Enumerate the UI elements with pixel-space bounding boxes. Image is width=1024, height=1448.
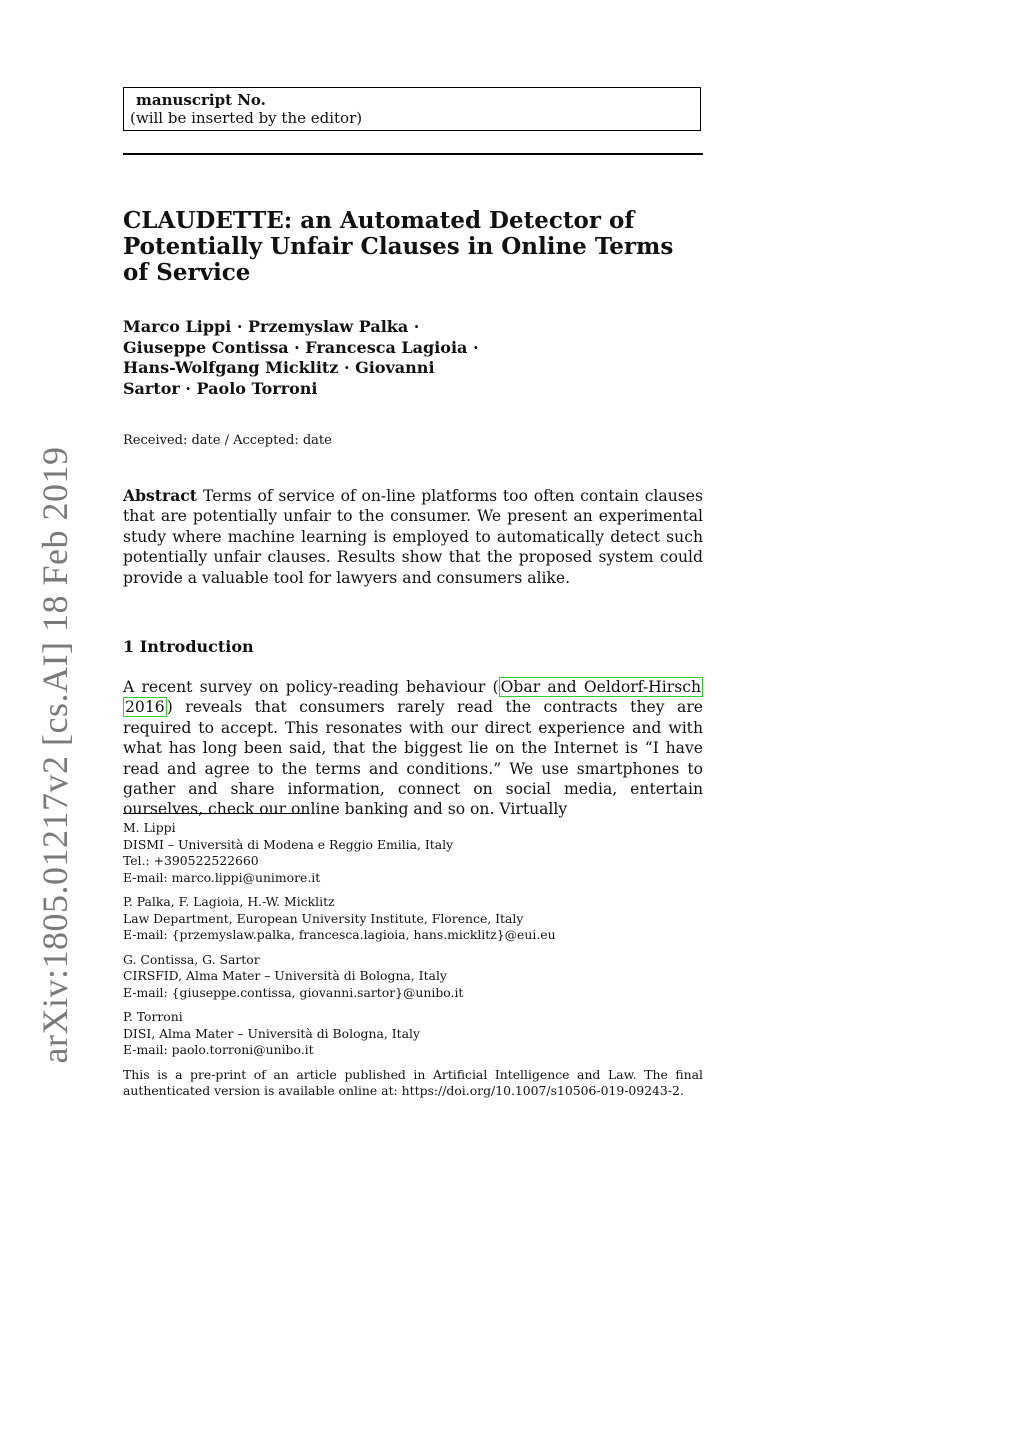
header-rule <box>123 153 703 155</box>
paper-title: CLAUDETTE: an Automated Detector of Potentially Unfair Clauses in Online Terms of Service <box>123 207 674 286</box>
author-line: Marco Lippi · Przemyslaw Palka · <box>123 317 420 336</box>
affiliation-line: P. Torroni <box>123 1009 183 1024</box>
manuscript-editor-note: (will be inserted by the editor) <box>130 109 363 127</box>
abstract-label: Abstract <box>123 486 198 505</box>
author-line: Sartor · Paolo Torroni <box>123 378 318 398</box>
abstract <box>123 486 703 588</box>
citation-link-year[interactable]: 2016 <box>125 698 165 717</box>
received-accepted-dates: Received: date / Accepted: date <box>123 433 332 448</box>
affiliation-line: G. Contissa, G. Sartor <box>123 951 260 967</box>
affiliation-line: Law Department, European University Institute, Florence, Italy <box>123 910 524 926</box>
affiliation-line: E-mail: {przemyslaw.palka, francesca.lagioia, hans.micklitz}@eui.eu <box>123 927 556 942</box>
citation-link-authors[interactable]: Obar and Oeldorf-Hirsch <box>500 678 701 696</box>
affiliation-line: CIRSFID, Alma Mater – Università di Bologna, Italy <box>123 968 447 983</box>
affiliation-line: E-mail: {giuseppe.contissa, giovanni.sartor}@unibo.it <box>123 984 464 1000</box>
affiliation-line: M. Lippi <box>123 820 176 835</box>
affiliation-line: E-mail: paolo.torroni@unibo.it <box>123 1042 314 1057</box>
affiliation-block <box>123 952 713 1002</box>
affiliation-line: DISMI – Università di Modena e Reggio Emilia, Italy <box>123 836 454 852</box>
section-heading-introduction: 1 Introduction <box>123 637 254 656</box>
affiliation-block <box>123 1009 713 1059</box>
arxiv-identifier-stamp: arXiv:1805.01217v2 [cs.AI] 18 Feb 2019 <box>35 446 75 1064</box>
author-line: Hans-Wolfgang Micklitz · Giovanni <box>123 358 435 377</box>
affiliation-line: DISI, Alma Mater – Università di Bologna, Italy <box>123 1025 420 1041</box>
affiliation-block <box>123 820 713 886</box>
intro-text-after: ) reveals that consumers rarely read the contracts they are required to accept. This resonates with our direct experience and with what has long been said, that the biggest lie on the Internet is “I have read and agree to the terms and conditions.” We use smartphones to gather and share information, connect on social media, entertain ourselves, check our online banking and so on. Virtually <box>123 698 703 819</box>
manuscript-number-box <box>123 87 701 131</box>
publication-note: This is a pre-print of an article published in Artificial Intelligence and Law. The final authenticated version is available online at: https://doi.org/10.1007/s10506-019-09243-2. <box>123 1066 703 1098</box>
footnote-rule <box>123 813 309 814</box>
introduction-paragraph <box>123 677 703 820</box>
affiliation-line: Tel.: +390522522660 <box>123 853 259 868</box>
manuscript-number-label: manuscript No. <box>136 91 266 109</box>
author-line: Giuseppe Contissa · Francesca Lagioia · <box>123 337 479 357</box>
affiliation-block <box>123 894 713 944</box>
affiliation-line: P. Palka, F. Lagioia, H.-W. Micklitz <box>123 894 335 909</box>
author-list <box>123 317 643 399</box>
affiliation-footnotes <box>123 820 713 1100</box>
affiliation-line: E-mail: marco.lippi@unimore.it <box>123 869 321 885</box>
intro-text-before: A recent survey on policy-reading behaviour ( <box>123 678 499 696</box>
abstract-text: Terms of service of on-line platforms too often contain clauses that are potentially unfair to the consumer. We present an experimental study where machine learning is employed to automatically detect such potentially unfair clauses. Results show that the proposed system could provide a valuable tool for lawyers and consumers alike. <box>123 487 703 587</box>
